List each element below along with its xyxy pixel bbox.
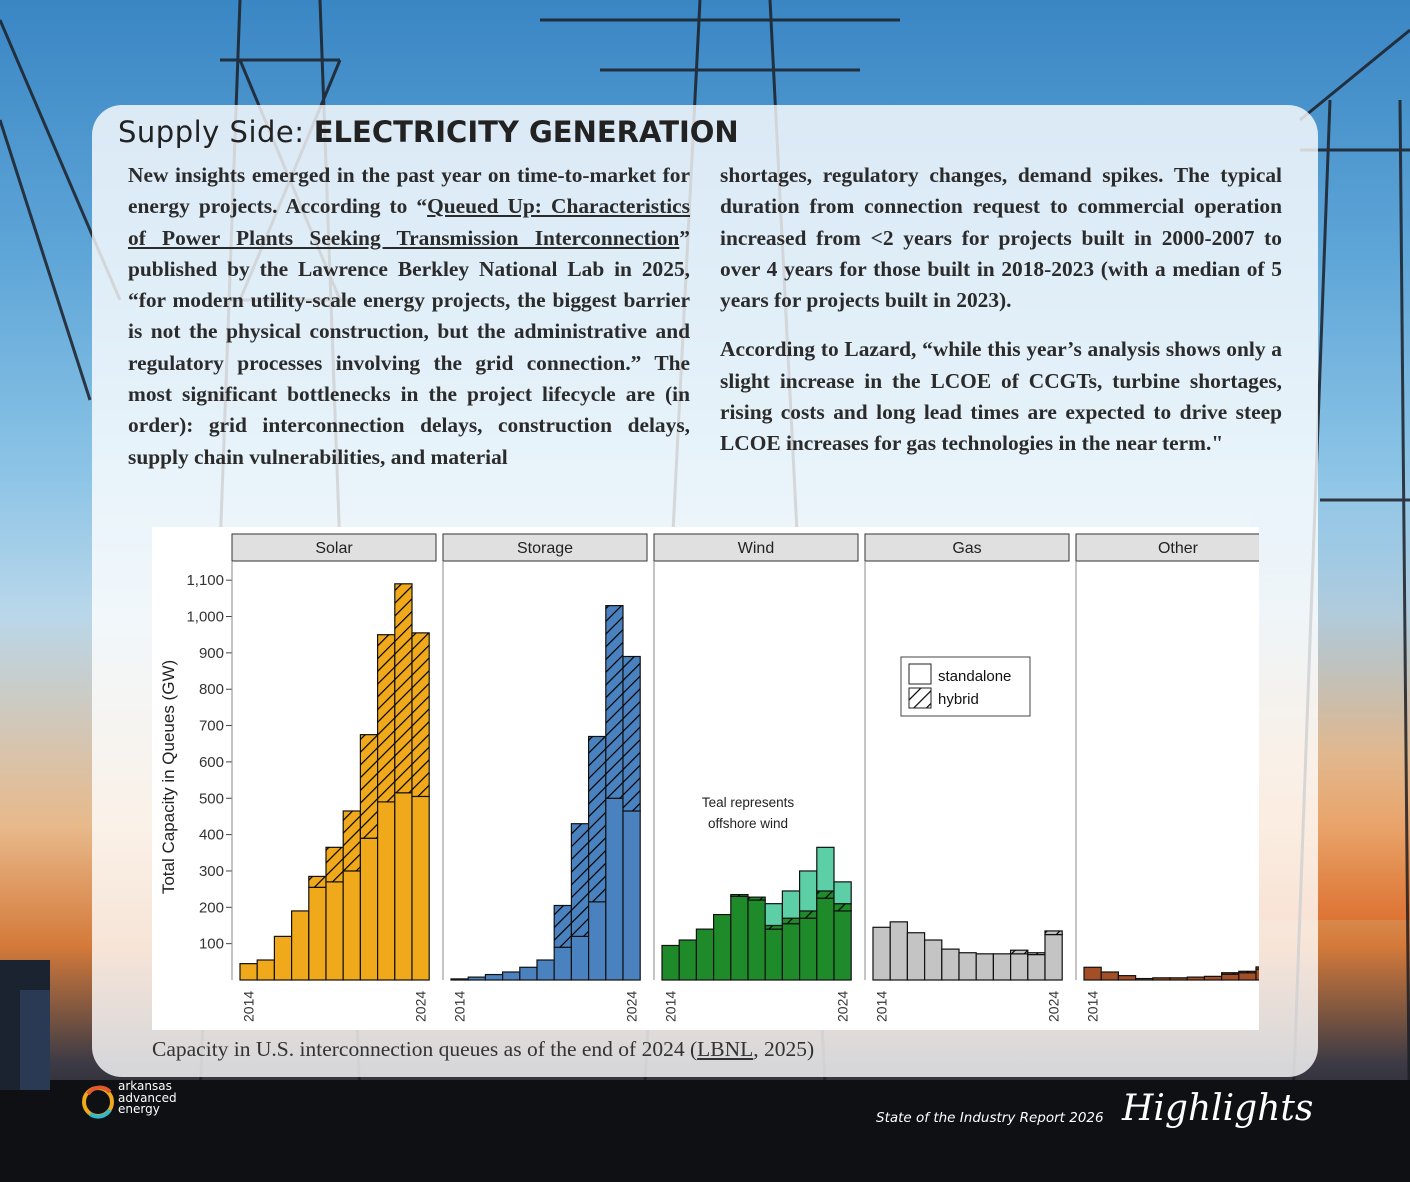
bar-standalone xyxy=(1187,977,1204,980)
bar-standalone xyxy=(993,954,1010,980)
bar-hybrid-hatch xyxy=(748,897,765,900)
legend xyxy=(901,657,1030,716)
queue-capacity-chart xyxy=(152,527,1259,1030)
right-column xyxy=(720,160,1282,478)
bar-standalone xyxy=(1170,978,1187,980)
panel-title: Storage xyxy=(516,540,574,557)
bar-hybrid-hatch xyxy=(343,811,360,871)
bar-standalone xyxy=(1239,973,1256,980)
chart-caption xyxy=(152,1037,814,1062)
panel-other xyxy=(1076,534,1259,1022)
bar-hybrid-hatch xyxy=(731,895,748,897)
bar-standalone xyxy=(606,798,623,980)
caption-after: , 2025) xyxy=(753,1037,815,1061)
bar-standalone xyxy=(1256,969,1259,980)
bar-standalone xyxy=(1084,967,1101,980)
x-tick-first: 2014 xyxy=(662,990,679,1022)
bar-hybrid-hatch xyxy=(1045,931,1062,935)
legend-hybrid-swatch xyxy=(909,688,931,708)
queued-up-link[interactable]: Queued Up: Characteristics of Power Plants Seeking Transmission Interconnection xyxy=(128,194,690,250)
bar-standalone xyxy=(1118,976,1135,980)
panel-title: Wind xyxy=(737,540,775,557)
legend-standalone-swatch xyxy=(909,664,931,684)
panel-storage xyxy=(443,534,647,1022)
bar-hybrid-hatch xyxy=(834,904,851,911)
x-tick-last: 2024 xyxy=(412,990,429,1022)
left-intro: New insights emerged in the past year on time-to-market for energy projects. According to “ xyxy=(128,163,690,219)
bar-standalone xyxy=(274,936,291,980)
y-tick-label: 900 xyxy=(198,644,224,662)
x-tick-first: 2014 xyxy=(451,990,468,1022)
bar-standalone xyxy=(503,972,520,980)
bar-standalone xyxy=(731,896,748,980)
bar-standalone xyxy=(623,811,640,980)
y-tick-label: 800 xyxy=(198,681,224,699)
bar-hybrid-hatch xyxy=(571,824,588,937)
bar-standalone xyxy=(696,929,713,980)
bar-hybrid-hatch xyxy=(800,911,817,918)
logo-wordmark xyxy=(118,1081,177,1116)
bar-hybrid-hatch xyxy=(782,918,799,923)
bar-hybrid-hatch xyxy=(554,905,571,947)
bar-standalone xyxy=(890,922,907,980)
x-tick-first: 2014 xyxy=(240,990,257,1022)
bar-hybrid-hatch xyxy=(1239,971,1256,972)
bar-hybrid-hatch xyxy=(412,633,429,797)
y-tick-label: 500 xyxy=(198,790,224,808)
bar-standalone xyxy=(589,902,606,980)
bar-hybrid-hatch xyxy=(817,891,834,898)
y-tick-label: 1,000 xyxy=(186,608,224,626)
bar-standalone xyxy=(1204,976,1221,980)
bar-standalone xyxy=(292,911,309,980)
y-tick-label: 400 xyxy=(198,826,224,844)
bar-standalone xyxy=(485,975,502,980)
bar-standalone xyxy=(326,882,343,980)
left-column xyxy=(128,160,690,491)
bar-hybrid-hatch xyxy=(1256,967,1259,969)
panel-title: Solar xyxy=(315,540,353,557)
highlights-label: Highlights xyxy=(1122,1088,1314,1129)
panel-title: Other xyxy=(1157,540,1199,557)
bar-standalone xyxy=(834,911,851,980)
page-title xyxy=(118,115,739,149)
bar-hybrid-hatch xyxy=(309,876,326,887)
y-tick-label: 600 xyxy=(198,753,224,771)
bar-offshore xyxy=(782,891,799,918)
bar-hybrid-hatch xyxy=(623,657,640,811)
right-paragraph-1: shortages, regulatory changes, demand spikes. The typical duration from connection request to commercial operation increased from <2 years for projects built in 2000-2007 to over 4 years for those built in 2018-2023 (with a median of 5 years for projects built in 2023). xyxy=(720,163,1282,313)
bar-standalone xyxy=(1153,978,1170,980)
bar-hybrid-hatch xyxy=(395,584,412,793)
title-prefix: Supply Side: xyxy=(118,115,305,149)
x-tick-last: 2024 xyxy=(623,990,640,1022)
y-tick-label: 700 xyxy=(198,717,224,735)
y-tick-label: 1,100 xyxy=(186,572,224,590)
panel-wind xyxy=(654,534,858,1022)
bar-standalone xyxy=(360,838,377,980)
bar-standalone xyxy=(925,940,942,980)
bar-standalone xyxy=(748,900,765,980)
y-axis-label: Total Capacity in Queues (GW) xyxy=(159,659,178,895)
bar-offshore xyxy=(834,882,851,904)
y-tick-label: 300 xyxy=(198,862,224,880)
bar-hybrid-hatch xyxy=(606,606,623,799)
logo-line-1: arkansas xyxy=(118,1079,172,1093)
bar-offshore xyxy=(817,847,834,891)
bar-standalone xyxy=(1028,955,1045,980)
annotation-line-2: offshore wind xyxy=(707,816,789,831)
bar-standalone xyxy=(800,918,817,980)
bar-offshore xyxy=(800,871,817,911)
panel-title: Gas xyxy=(952,540,982,557)
bar-offshore xyxy=(765,904,782,926)
panel-gas xyxy=(865,534,1069,1022)
bar-standalone xyxy=(571,936,588,980)
bar-hybrid-hatch xyxy=(326,847,343,882)
bar-standalone xyxy=(451,979,468,980)
left-rest: ” published by the Lawrence Berkley National Lab in 2025, “for modern utility-scale energy projects, the biggest barrier is not the physical construction, but the administrative and regulatory processes involving the grid connection.” The most significant bottlenecks in the project lifecycle are (in order): grid interconnection delays, construction delays, supply chain vulnerabilities, and material xyxy=(128,225,690,469)
bar-standalone xyxy=(714,915,731,980)
bar-hybrid-hatch xyxy=(1222,973,1239,974)
legend-standalone-label: standalone xyxy=(938,668,1012,685)
bar-standalone xyxy=(662,945,679,980)
bar-standalone xyxy=(554,947,571,980)
bar-standalone xyxy=(679,940,696,980)
bar-standalone xyxy=(240,964,257,980)
y-tick-label: 200 xyxy=(198,899,224,917)
title-main: ELECTRICITY GENERATION xyxy=(313,115,739,149)
report-title: State of the Industry Report 2026 xyxy=(876,1110,1104,1126)
bar-standalone xyxy=(520,967,537,980)
bar-standalone xyxy=(257,960,274,980)
bar-standalone xyxy=(537,960,554,980)
x-tick-first: 2014 xyxy=(873,990,890,1022)
bar-standalone xyxy=(1136,979,1153,980)
bar-standalone xyxy=(309,887,326,980)
bar-standalone xyxy=(412,796,429,980)
legend-hybrid-label: hybrid xyxy=(938,691,979,708)
bar-standalone xyxy=(976,954,993,980)
x-tick-last: 2024 xyxy=(834,990,851,1022)
caption-before: Capacity in U.S. interconnection queues as of the end of 2024 ( xyxy=(152,1037,698,1061)
logo-line-3: energy xyxy=(118,1102,160,1116)
bar-standalone xyxy=(873,927,890,980)
bar-standalone xyxy=(765,929,782,980)
x-tick-last: 2024 xyxy=(1045,990,1062,1022)
bar-hybrid-hatch xyxy=(378,635,395,802)
bar-standalone xyxy=(782,924,799,980)
bar-standalone xyxy=(959,953,976,980)
bar-standalone xyxy=(343,871,360,980)
bar-hybrid-hatch xyxy=(589,736,606,901)
bar-standalone xyxy=(907,933,924,980)
bar-hybrid-hatch xyxy=(1028,953,1045,955)
bar-standalone xyxy=(468,977,485,980)
y-tick-label: 100 xyxy=(198,935,224,953)
bar-standalone xyxy=(378,802,395,980)
chart-svg xyxy=(152,527,1259,1030)
bar-standalone xyxy=(817,898,834,980)
lbnl-link[interactable]: LBNL xyxy=(697,1037,754,1061)
right-paragraph-2: According to Lazard, “while this year’s analysis shows only a slight increase in the LCOE of CCGTs, turbine shortages, rising costs and long lead times are expected to drive steep LCOE increases for gas technologies in the near term." xyxy=(720,337,1282,456)
annotation-line-1: Teal represents xyxy=(701,795,795,810)
bar-standalone xyxy=(1011,954,1028,980)
bar-standalone xyxy=(1101,972,1118,980)
panel-solar xyxy=(232,534,436,1022)
bar-standalone xyxy=(1045,935,1062,980)
x-tick-first: 2014 xyxy=(1084,990,1101,1022)
bar-standalone xyxy=(942,949,959,980)
logo-line-2: advanced xyxy=(118,1090,177,1105)
bar-standalone xyxy=(1222,974,1239,980)
bar-standalone xyxy=(395,793,412,980)
bar-hybrid-hatch xyxy=(1011,950,1028,954)
bar-hybrid-hatch xyxy=(360,735,377,839)
